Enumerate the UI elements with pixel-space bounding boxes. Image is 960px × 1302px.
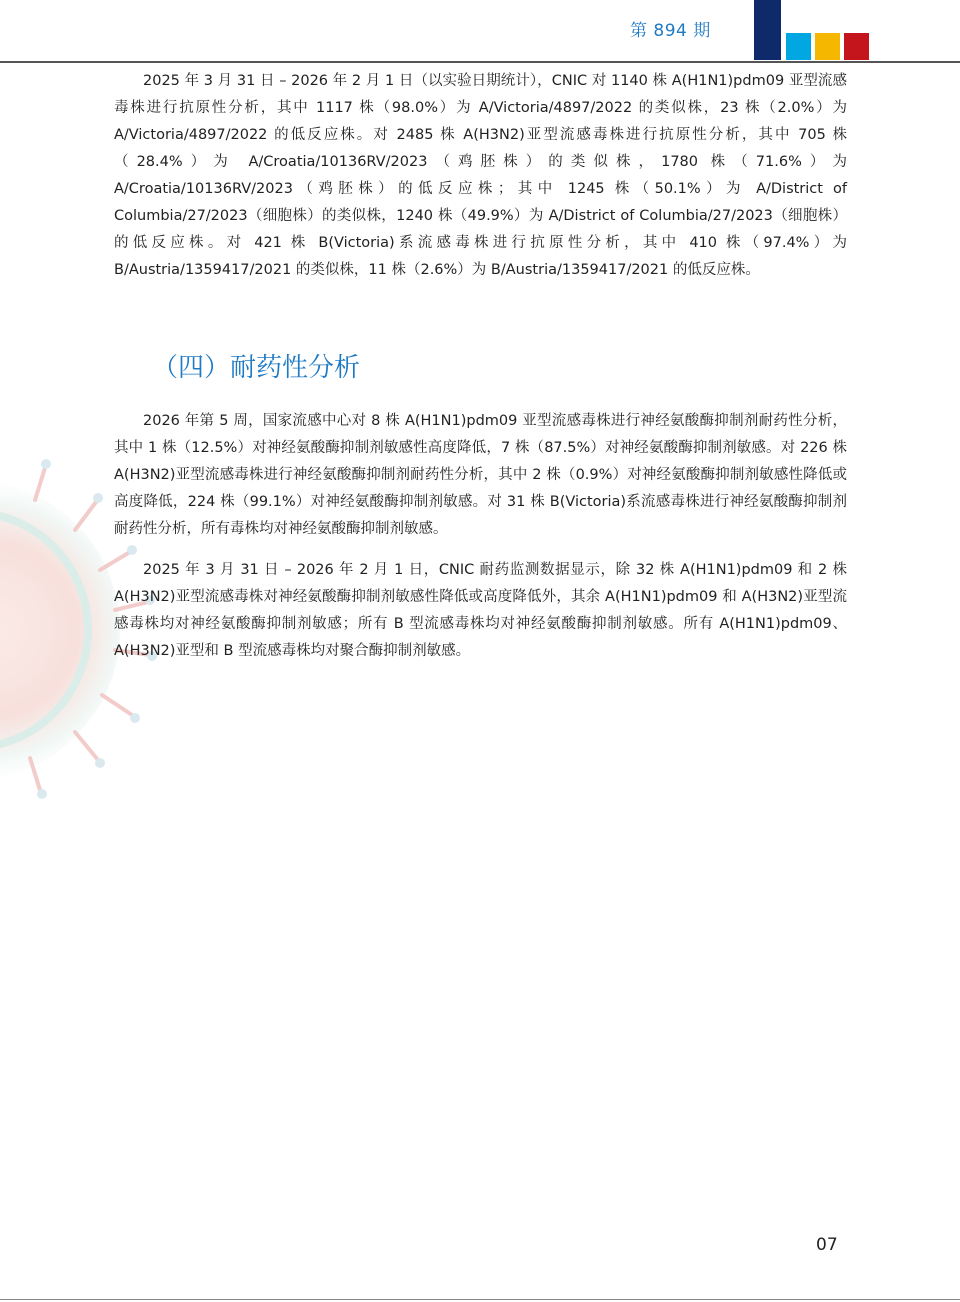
drug-resistance-week-paragraph: 2026 年第 5 周，国家流感中心对 8 株 A(H1N1)pdm09 亚型流感毒株进行神经氨酸酶抑制剂耐药性分析，其中 1 株（12.5%）对神经氨酸酶抑制剂敏感性高度降低，7 株（87.5%）对神经氨酸酶抑制剂敏感。对 226 株 A(H3N2)亚型流感毒株进行神经氨酸酶抑制剂耐药性分析，其中 2 株（0.9%）对神经氨酸酶抑制剂敏感性降低或高度降低，224 株（99.1%）对神经氨酸酶抑制剂敏感。对 31 株 B(Victoria)系流感毒株进行神经氨酸酶抑制剂耐药性分析，所有毒株均对神经氨酸酶抑制剂敏感。 [114, 413, 847, 537]
yellow-block [815, 33, 840, 60]
footer-rule [0, 1299, 960, 1300]
page-content [114, 68, 847, 665]
section-heading-drug-resistance: （四）耐药性分析 [152, 353, 361, 383]
red-block [844, 33, 869, 60]
issue-number: 第 894 期 [630, 21, 711, 41]
navy-block [754, 0, 781, 60]
page-number: 07 [816, 1235, 838, 1255]
antigenic-analysis-paragraph: 2025 年 3 月 31 日 – 2026 年 2 月 1 日（以实验日期统计），CNIC 对 1140 株 A(H1N1)pdm09 亚型流感毒株进行抗原性分析，其中 1117 株（98.0%）为 A/Victoria/4897/2022 的类似株，23 株（2.0%）为 A/Victoria/4897/2022 的低反应株。对 2485 株 A(H3N2)亚型流感毒株进行抗原性分析，其中 705 株（28.4%）为 A/Croatia/10136RV/2023（鸡胚株）的类似株，1780 株（71.6%）为 A/Croatia/10136RV/2023（鸡胚株）的低反应株；其中 1245 株（50.1%）为 A/District of Columbia/27/2023（细胞株）的类似株，1240 株（49.9%）为 A/District of Columbia/27/2023（细胞株）的低反应株。对 421 株 B(Victoria)系流感毒株进行抗原性分析，其中 410 株（97.4%）为 B/Austria/1359417/2021 的类似株，11 株（2.6%）为 B/Austria/1359417/2021 的低反应株。 [114, 73, 847, 278]
header-rule [0, 61, 960, 63]
cyan-block [786, 33, 811, 60]
drug-resistance-cumulative-paragraph: 2025 年 3 月 31 日 – 2026 年 2 月 1 日，CNIC 耐药监测数据显示，除 32 株 A(H1N1)pdm09 和 2 株 A(H3N2)亚型流感毒株对神经氨酸酶抑制剂敏感性降低或高度降低外，其余 A(H1N1)pdm09 和 A(H3N2)亚型流感毒株均对神经氨酸酶抑制剂敏感；所有 B 型流感毒株均对神经氨酸酶抑制剂敏感。所有 A(H1N1)pdm09、A(H3N2)亚型和 B 型流感毒株均对聚合酶抑制剂敏感。 [114, 562, 847, 659]
